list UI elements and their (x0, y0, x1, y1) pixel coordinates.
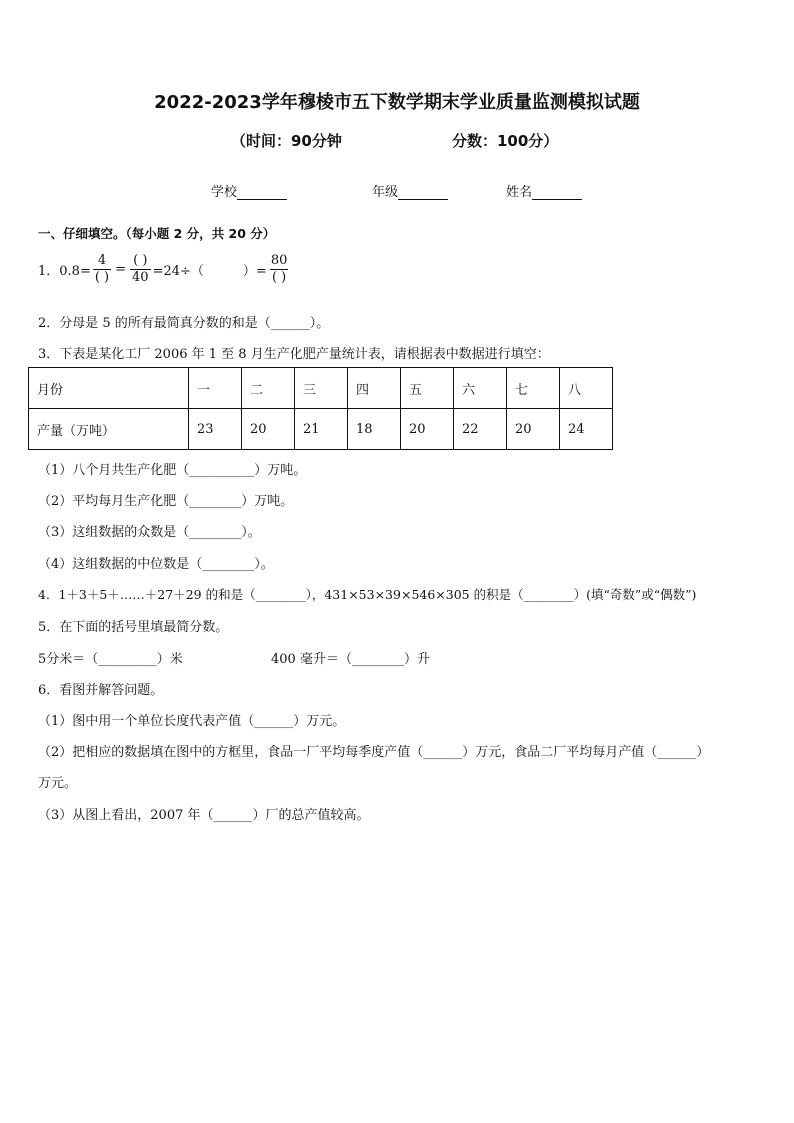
school-blank[interactable] (237, 185, 287, 200)
table-header-output: 产量（万吨） (29, 409, 189, 450)
question-3-sub-4[interactable]: （4）这组数据的中位数是（________）。 (38, 557, 274, 572)
table-cell: 22 (454, 409, 507, 450)
table-cell: 24 (560, 409, 613, 450)
name-field[interactable] (506, 181, 582, 200)
question-3-sub-2[interactable]: （2）平均每月生产化肥（________）万吨。 (38, 494, 294, 509)
name-blank[interactable] (532, 185, 582, 200)
exam-time: （时间：90分钟 (231, 132, 342, 150)
fraction-2 (130, 253, 151, 286)
table-cell: 二 (242, 368, 295, 409)
q1-prefix: 1．0.8= (38, 264, 91, 279)
question-5-part-a[interactable]: 5分米＝（_________）米 (38, 652, 183, 667)
table-cell: 五 (401, 368, 454, 409)
fraction-1-denominator[interactable]: ( ) (94, 270, 110, 285)
school-label: 学校 (211, 185, 238, 200)
table-cell: 20 (242, 409, 295, 450)
question-1 (38, 253, 291, 286)
grade-blank[interactable] (398, 185, 448, 200)
question-4[interactable]: 4．1＋3＋5＋……＋27＋29 的和是（________），431×53×39×546×305 的积是（________）(填“奇数”或“偶数”) (38, 587, 697, 602)
fraction-2-numerator[interactable]: ( ) (133, 253, 148, 268)
question-5: 5．在下面的括号里填最简分数。 (38, 620, 229, 635)
fraction-1-numerator: 4 (97, 253, 107, 268)
q1-middle[interactable]: =24÷（ ）= (152, 264, 267, 279)
grade-field[interactable] (372, 181, 448, 200)
fraction-1 (93, 253, 111, 286)
table-cell: 八 (560, 368, 613, 409)
fraction-2-denominator: 40 (132, 270, 149, 285)
table-cell: 四 (348, 368, 401, 409)
production-table (28, 367, 613, 450)
page-title: 2022-2023学年穆棱市五下数学期末学业质量监测模拟试题 (154, 92, 640, 113)
fraction-3 (269, 253, 290, 286)
table-cell: 18 (348, 409, 401, 450)
name-label: 姓名 (506, 185, 533, 200)
fraction-3-numerator: 80 (270, 253, 288, 268)
grade-label: 年级 (372, 185, 399, 200)
table-cell: 七 (507, 368, 560, 409)
question-6-sub-2[interactable]: （2）把相应的数据填在图中的方框里，食品一厂平均每季度产值（______）万元，食品二厂平均每月产值（______） (38, 745, 710, 760)
table-header-month: 月份 (29, 368, 189, 409)
question-5-part-b[interactable]: 400 毫升＝（________）升 (271, 652, 430, 667)
question-6-sub-1[interactable]: （1）图中用一个单位长度代表产值（______）万元。 (38, 714, 346, 729)
table-cell: 三 (295, 368, 348, 409)
section-1-title: 一、仔细填空。（每小题 2 分，共 20 分） (38, 226, 276, 241)
question-3-sub-3[interactable]: （3）这组数据的众数是（________）。 (38, 525, 261, 540)
school-field[interactable] (211, 181, 287, 200)
table-cell: 21 (295, 409, 348, 450)
question-6-sub-3[interactable]: （3）从图上看出，2007 年（______）厂的总产值较高。 (38, 808, 370, 823)
q1-equals: = (115, 262, 127, 277)
question-3: 3．下表是某化工厂 2006 年 1 至 8 月生产化肥产量统计表，请根据表中数据进行填空： (38, 347, 550, 362)
table-cell: 一 (189, 368, 242, 409)
fraction-3-denominator[interactable]: ( ) (271, 270, 287, 285)
table-row (29, 368, 613, 409)
question-3-sub-1[interactable]: （1）八个月共生产化肥（__________）万吨。 (38, 463, 307, 478)
table-cell: 23 (189, 409, 242, 450)
table-row (29, 409, 613, 450)
table-cell: 20 (401, 409, 454, 450)
question-6-sub-2-continued: 万元。 (38, 776, 78, 791)
table-cell: 20 (507, 409, 560, 450)
question-6: 6．看图并解答问题。 (38, 683, 164, 698)
table-cell: 六 (454, 368, 507, 409)
question-2[interactable]: 2．分母是 5 的所有最简真分数的和是（______）。 (38, 316, 330, 331)
exam-score: 分数：100分） (452, 132, 559, 150)
